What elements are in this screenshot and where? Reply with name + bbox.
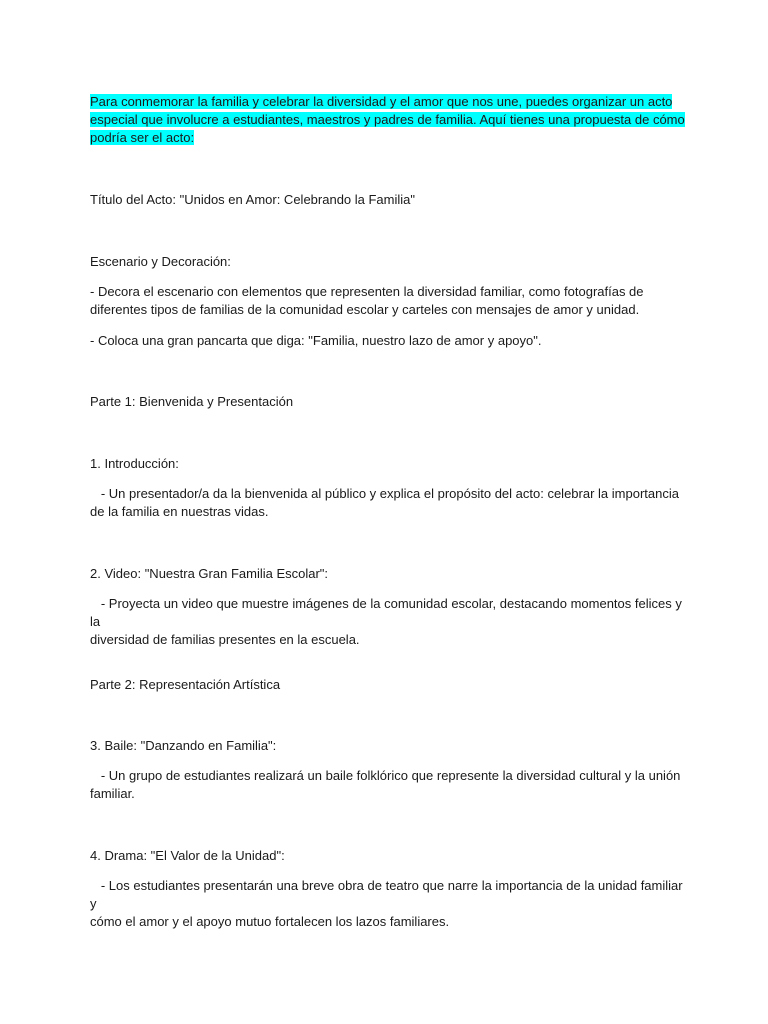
intro-line-2: especial que involucre a estudiantes, maestros y padres de familia. Aquí tienes una propuesta de cómo	[90, 112, 685, 127]
step1-description	[90, 485, 690, 521]
event-title-line: Título del Acto: "Unidos en Amor: Celebrando la Familia"	[90, 192, 415, 207]
step2-title: 2. Video: "Nuestra Gran Familia Escolar":	[90, 566, 329, 581]
step3-title: 3. Baile: "Danzando en Familia":	[90, 738, 277, 753]
step1-line-1: - Un presentador/a da la bienvenida al público y explica el propósito del acto: celebrar la importancia	[90, 486, 679, 501]
parte2-heading: Parte 2: Representación Artística	[90, 677, 281, 692]
escenario-heading: Escenario y Decoración:	[90, 254, 231, 269]
step4-title: 4. Drama: "El Valor de la Unidad":	[90, 848, 285, 863]
step3-description	[90, 767, 690, 803]
escenario-item-1-line-2: diferentes tipos de familias de la comunidad escolar y carteles con mensajes de amor y unidad.	[90, 302, 640, 317]
step4-description	[90, 877, 690, 931]
escenario-item-1	[90, 283, 690, 319]
step4-line-1: - Los estudiantes presentarán una breve obra de teatro que narre la importancia de la unidad familiar y	[90, 878, 687, 911]
intro-line-1: Para conmemorar la familia y celebrar la diversidad y el amor que nos une, puedes organizar un acto	[90, 94, 673, 109]
parte1-heading: Parte 1: Bienvenida y Presentación	[90, 394, 294, 409]
step1-line-2: de la familia en nuestras vidas.	[90, 504, 269, 519]
step3-line-1: - Un grupo de estudiantes realizará un baile folklórico que represente la diversidad cultural y la unión	[90, 768, 681, 783]
escenario-item-2: - Coloca una gran pancarta que diga: "Familia, nuestro lazo de amor y apoyo".	[90, 333, 542, 348]
intro-line-3: podría ser el acto:	[90, 130, 195, 145]
step2-line-2: diversidad de familias presentes en la escuela.	[90, 632, 360, 647]
escenario-item-1-line-1: - Decora el escenario con elementos que representen la diversidad familiar, como fotografías de	[90, 284, 644, 299]
step2-description	[90, 595, 690, 649]
step2-line-1: - Proyecta un video que muestre imágenes de la comunidad escolar, destacando momentos felices y la	[90, 596, 686, 629]
step4-line-2: cómo el amor y el apoyo mutuo fortalecen los lazos familiares.	[90, 914, 450, 929]
step3-line-2: familiar.	[90, 786, 135, 801]
step1-title: 1. Introducción:	[90, 456, 179, 471]
intro-paragraph	[90, 93, 690, 147]
